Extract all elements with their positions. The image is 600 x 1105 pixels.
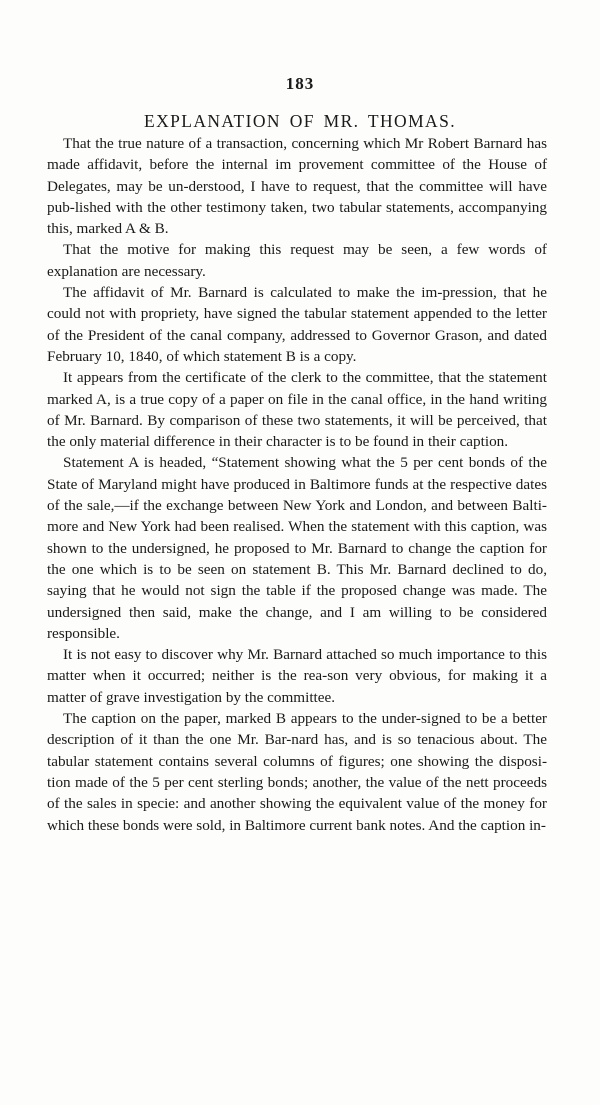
paragraph: It is not easy to discover why Mr. Barnard attached so much importance to this matter when it occurred; neither is the rea-son very obvious, for making it a matter of grave investigation by the committee. xyxy=(47,646,547,706)
paragraph: That the motive for making this request may be seen, a few words of explanation are necessary. xyxy=(47,241,547,280)
paragraph: The caption on the paper, marked B appears to the under-signed to be a better description of it than the one Mr. Bar-nard has, and is so tenacious about. The tabular statement contains several columns of figures; one showing the disposi-tion made of the 5 per cent sterling bonds; another, the value of the nett proceeds of the sales in specie: and another showing the equivalent value of the money for which these bonds were sold, in Baltimore current bank notes. And the caption in- xyxy=(47,710,547,834)
paragraph: The affidavit of Mr. Barnard is calculated to make the im-pression, that he could not with propriety, have signed the tabular statement appended to the letter of the President of the canal company, addressed to Governor Grason, and dated February 10, 1840, of which statement B is a copy. xyxy=(47,284,547,365)
page-title: EXPLANATION OF MR. THOMAS. xyxy=(144,111,456,131)
body-text xyxy=(47,133,547,836)
paragraph: Statement A is headed, “Statement showing what the 5 per cent bonds of the State of Maryland might have produced in Baltimore funds at the respective dates of the sale,—if the exchange between New York and London, and between Balti-more and New York had been realised. When the statement with this caption, was shown to the undersigned, he proposed to Mr. Barnard to change the caption for the one which is to be seen on statement B. This Mr. Barnard declined to do, saying that he would not sign the table if the proposed change was made. The undersigned then said, make the change, and I am willing to be considered responsible. xyxy=(47,454,547,642)
page-number: 183 xyxy=(285,74,315,93)
paragraph: It appears from the certificate of the clerk to the committee, that the statement marked A, is a true copy of a paper on file in the canal office, in the hand writing of Mr. Barnard. By comparison of these two statements, it will be perceived, that the only material difference in their character is to be found in their caption. xyxy=(47,369,547,451)
paragraph: That the true nature of a transaction, concerning which Mr Robert Barnard has made affidavit, before the internal im provement committee of the House of Delegates, may be un-derstood, I have to request, that the committee will have pub-lished with the other testimony taken, two tabular statements, accompanying this, marked A & B. xyxy=(47,135,547,238)
